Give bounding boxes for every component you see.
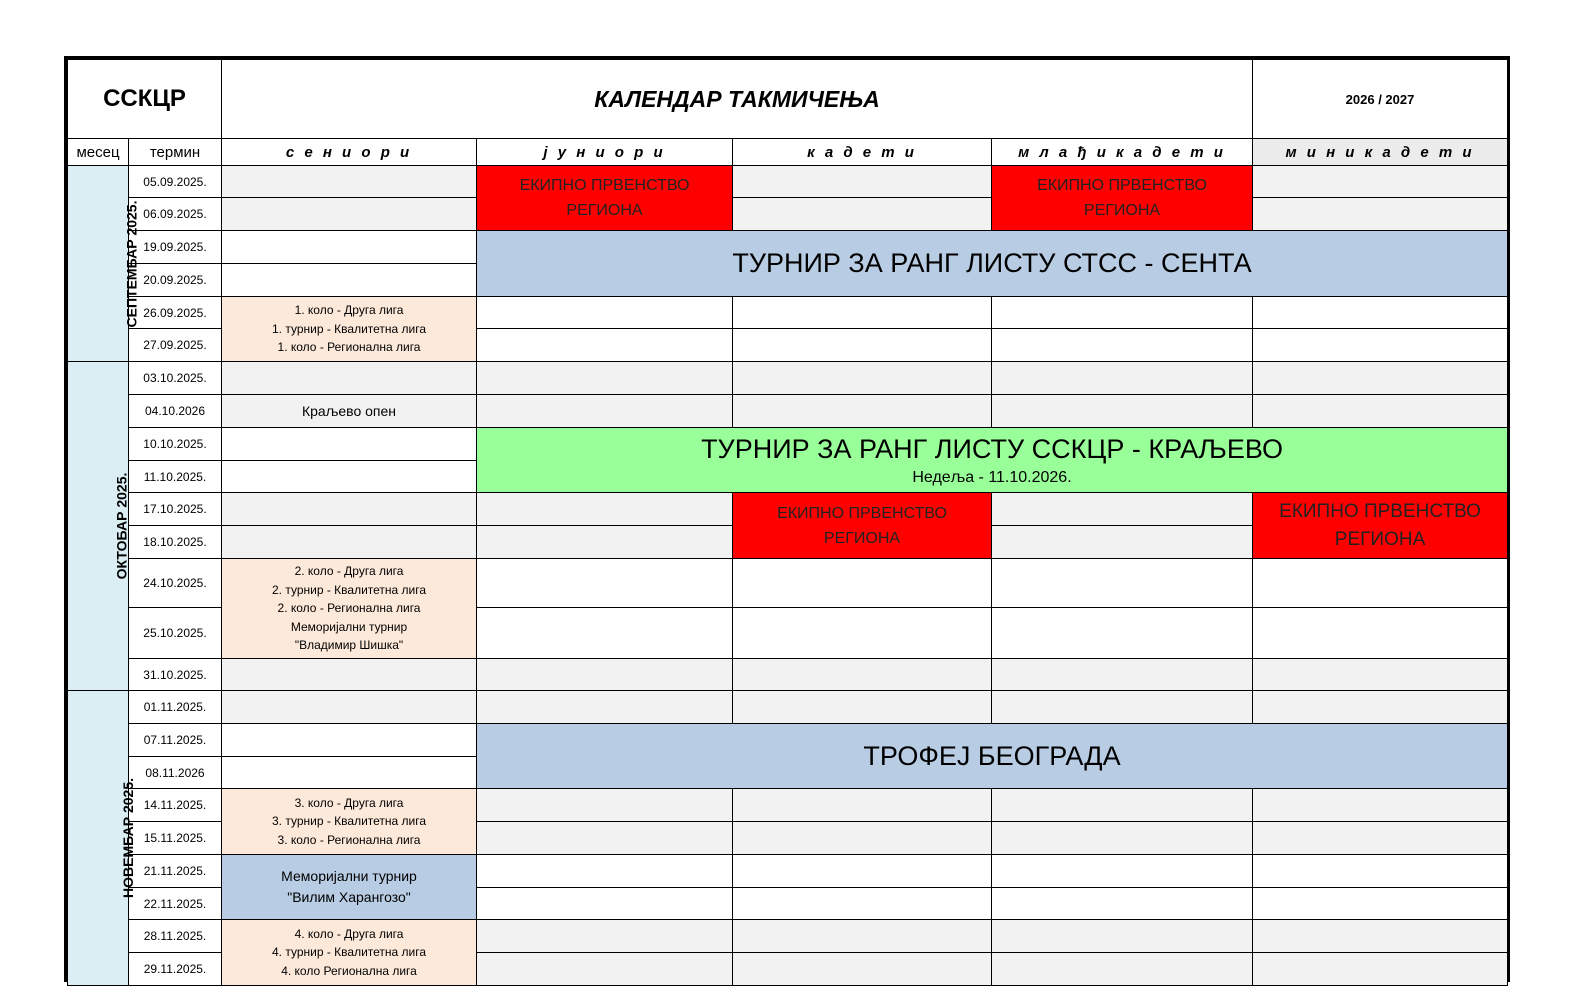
season-label: 2026 / 2027 <box>1253 60 1508 139</box>
date-cell: 06.09.2025. <box>129 198 222 231</box>
col-juniors: ј у н и о р и <box>477 139 733 166</box>
table-row <box>68 691 1508 724</box>
table-row <box>68 659 1508 691</box>
event-senta-tournament: ТУРНИР ЗА РАНГ ЛИСТУ СТСС - СЕНТА <box>477 231 1508 297</box>
event-round-4: 4. коло - Друга лига 4. турнир - Квалитетна лига 4. коло Регионална лига <box>222 920 477 986</box>
table-row <box>68 855 1508 888</box>
date-cell: 11.10.2025. <box>129 461 222 493</box>
event-round-3: 3. коло - Друга лига 3. турнир - Квалитетна лига 3. коло - Регионална лига <box>222 789 477 855</box>
date-cell: 19.09.2025. <box>129 231 222 264</box>
date-cell: 24.10.2025. <box>129 559 222 608</box>
col-cadets: к а д е т и <box>733 139 992 166</box>
table-row <box>68 724 1508 757</box>
col-mini-cadets: м и н и к а д е т и <box>1253 139 1508 166</box>
table-row <box>68 493 1508 526</box>
date-cell: 25.10.2025. <box>129 608 222 659</box>
month-label-october: ОКТОБАР 2025. <box>68 362 129 691</box>
event-kraljevo-tournament: ТУРНИР ЗА РАНГ ЛИСТУ ССКЦР - КРАЉЕВО Недеља - 11.10.2026. <box>477 428 1508 493</box>
month-label-november: НОВЕМБАР 2025. <box>68 691 129 986</box>
table-row <box>68 789 1508 822</box>
title-row <box>68 60 1508 139</box>
table-row <box>68 559 1508 608</box>
date-cell: 31.10.2025. <box>129 659 222 691</box>
date-cell: 20.09.2025. <box>129 264 222 297</box>
table-row <box>68 395 1508 428</box>
table-row <box>68 166 1508 198</box>
date-cell: 15.11.2025. <box>129 822 222 855</box>
date-cell: 27.09.2025. <box>129 329 222 362</box>
date-cell: 05.09.2025. <box>129 166 222 198</box>
table-row <box>68 920 1508 953</box>
date-cell: 26.09.2025. <box>129 297 222 329</box>
col-month: месец <box>68 139 129 166</box>
event-kraljevo-open: Краљево опен <box>222 395 477 428</box>
date-cell: 17.10.2025. <box>129 493 222 526</box>
event-round-1: 1. коло - Друга лига 1. турнир - Квалитетна лига 1. коло - Регионална лига <box>222 297 477 362</box>
date-cell: 29.11.2025. <box>129 953 222 986</box>
month-label-september: СЕПТЕМБАР 2025. <box>68 166 129 362</box>
date-cell: 08.11.2026 <box>129 757 222 789</box>
table-row <box>68 231 1508 264</box>
date-cell: 01.11.2025. <box>129 691 222 724</box>
event-team-regional-mini-cadets: ЕКИПНО ПРВЕНСТВО РЕГИОНА <box>1253 493 1508 559</box>
date-cell: 22.11.2025. <box>129 888 222 920</box>
date-cell: 04.10.2026 <box>129 395 222 428</box>
date-cell: 03.10.2025. <box>129 362 222 395</box>
date-cell: 18.10.2025. <box>129 526 222 559</box>
competition-calendar-table <box>67 59 1508 986</box>
table-row <box>68 428 1508 461</box>
table-row <box>68 297 1508 329</box>
date-cell: 14.11.2025. <box>129 789 222 822</box>
table-row <box>68 198 1508 231</box>
date-cell: 10.10.2025. <box>129 428 222 461</box>
date-cell: 07.11.2025. <box>129 724 222 757</box>
col-younger-cadets: м л а ђ и к а д е т и <box>992 139 1253 166</box>
event-belgrade-trophy: ТРОФЕЈ БЕОГРАДА <box>477 724 1508 789</box>
event-team-regional-younger-cadets: ЕКИПНО ПРВЕНСТВО РЕГИОНА <box>992 166 1253 231</box>
date-cell: 21.11.2025. <box>129 855 222 888</box>
column-header-row <box>68 139 1508 166</box>
event-team-regional-juniors: ЕКИПНО ПРВЕНСТВО РЕГИОНА <box>477 166 733 231</box>
page-title: КАЛЕНДАР ТАКМИЧЕЊА <box>222 60 1253 139</box>
org-name: ССКЦР <box>68 60 222 139</box>
col-term: термин <box>129 139 222 166</box>
event-harangozo-memorial: Меморијални турнир "Вилим Харангозо" <box>222 855 477 920</box>
table-row <box>68 362 1508 395</box>
event-team-regional-cadets: ЕКИПНО ПРВЕНСТВО РЕГИОНА <box>733 493 992 559</box>
event-round-2: 2. коло - Друга лига 2. турнир - Квалитетна лига 2. коло - Регионална лига Меморијални турнир "Владимир Шишка" <box>222 559 477 659</box>
date-cell: 28.11.2025. <box>129 920 222 953</box>
col-seniors: с е н и о р и <box>222 139 477 166</box>
